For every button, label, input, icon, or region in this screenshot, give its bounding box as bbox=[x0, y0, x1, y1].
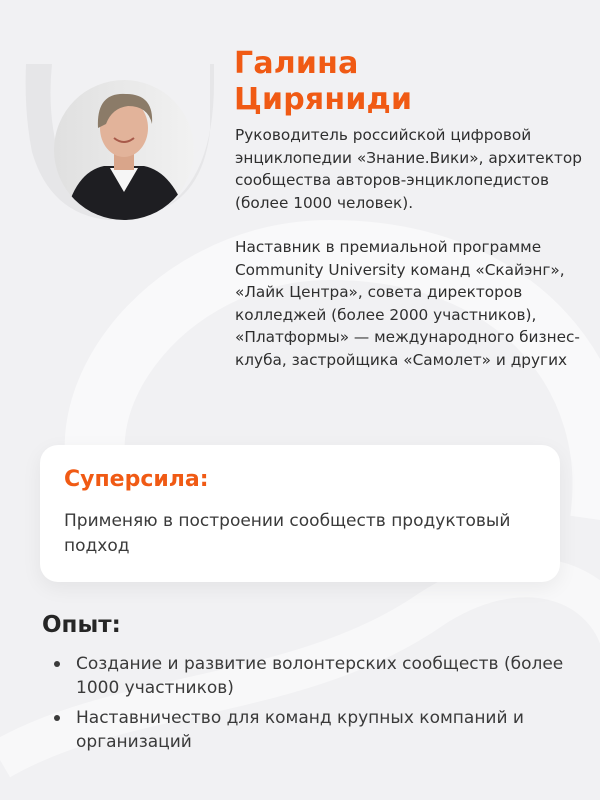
experience-item bbox=[52, 652, 572, 700]
superpower-text: Применяю в построении сообществ продуктовый подход bbox=[64, 511, 511, 556]
superpower-card bbox=[40, 445, 560, 582]
bio bbox=[235, 124, 585, 371]
experience-item-text: Создание и развитие волонтерских сообществ (более 1000 участников) bbox=[76, 654, 564, 698]
last-name: Циряниди bbox=[234, 82, 413, 117]
experience-item bbox=[52, 706, 572, 754]
experience-title: Опыт: bbox=[42, 612, 121, 638]
profile-photo bbox=[24, 62, 214, 220]
superpower-title: Суперсила: bbox=[64, 467, 209, 492]
bio-paragraph-1: Руководитель российской цифровой энциклопедии «Знание.Вики», архитектор сообщества авторов-энциклопедистов (более 1000 человек). bbox=[235, 126, 582, 212]
bio-paragraph-2: Наставник в премиальной программе Community University команд «Скайэнг», «Лайк Центра», совета директоров колледжей (более 2000 участников), «Платформы» — международного бизнес-клуба, застройщика «Самолет» и других bbox=[235, 238, 580, 369]
first-name: Галина bbox=[234, 46, 359, 81]
person-name bbox=[234, 46, 412, 118]
bullet-icon bbox=[54, 715, 60, 721]
bullet-icon bbox=[54, 661, 60, 667]
experience-list bbox=[52, 652, 572, 760]
experience-item-text: Наставничество для команд крупных компаний и организаций bbox=[76, 708, 524, 752]
